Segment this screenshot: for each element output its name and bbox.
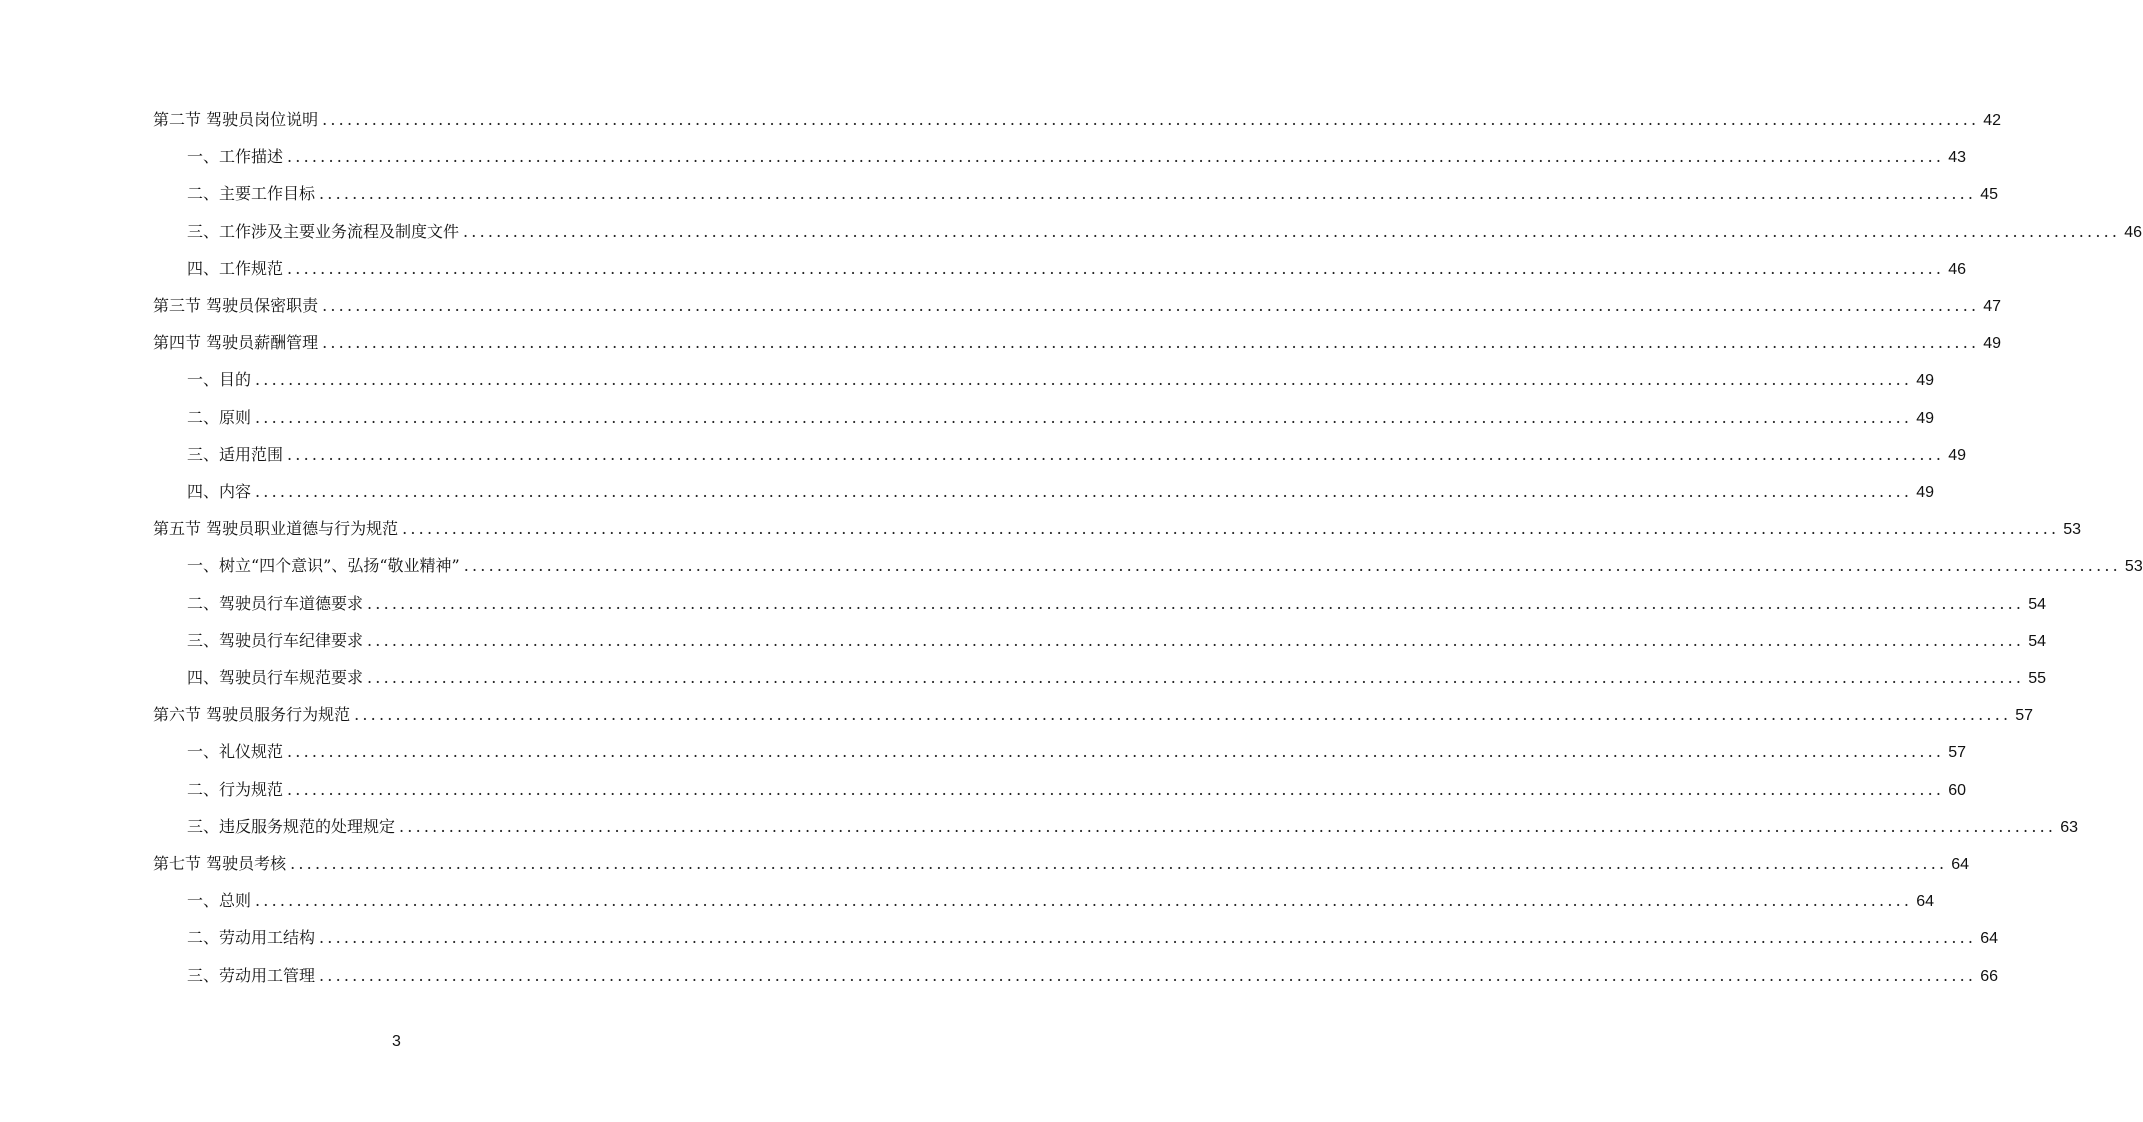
toc-dot-leader: ........................................................................................................................................................................................................ [399, 816, 2057, 836]
page-number: 3 [392, 1033, 401, 1050]
toc-entry-label: 一、目的 [187, 370, 252, 390]
toc-dot-leader: ........................................................................................................................................................................................................ [287, 147, 1945, 167]
toc-entry-label: 四、工作规范 [187, 258, 284, 278]
toc-entry-page: 49 [1916, 484, 1934, 501]
toc-entry-page: 49 [1916, 409, 1934, 427]
toc-entry-page: 42 [1983, 112, 2002, 129]
toc-entry-page: 57 [1948, 744, 1966, 762]
toc-entry-label: 三、驾驶员行车纪律要求 [187, 630, 364, 650]
toc-dot-leader: ........................................................................................................................................................................................................ [319, 965, 1977, 985]
toc-entry-page: 49 [1916, 372, 1934, 390]
toc-entry[interactable] [187, 771, 1966, 808]
toc-dot-leader: ........................................................................................................................................................................................................ [287, 444, 1945, 464]
toc-dot-leader: ........................................................................................................................................................................................................ [322, 110, 1980, 129]
toc-entry-page: 54 [2028, 595, 2046, 613]
toc-entry[interactable] [187, 882, 1934, 919]
toc-entry[interactable] [187, 585, 2046, 622]
toc-entry-label: 二、主要工作目标 [187, 184, 316, 204]
toc-entry-page: 55 [2028, 670, 2046, 687]
toc-dot-leader: ........................................................................................................................................................................................................ [367, 668, 2025, 687]
toc-entry-label: 第五节 驾驶员职业道德与行为规范 [153, 519, 399, 539]
toc-dot-leader: ........................................................................................................................................................................................................ [287, 742, 1945, 762]
toc-entry-page: 46 [2124, 223, 2142, 241]
toc-dot-leader: ........................................................................................................................................................................................................ [322, 296, 1980, 315]
toc-dot-leader: ........................................................................................................................................................................................................ [287, 779, 1945, 799]
toc-entry[interactable] [187, 808, 2078, 845]
toc-entry[interactable] [187, 473, 1934, 510]
toc-entry-page: 45 [1980, 186, 1998, 204]
toc-entry[interactable] [187, 138, 1966, 175]
toc-entry-label: 一、总则 [187, 891, 252, 911]
toc-entry[interactable] [187, 175, 1998, 212]
toc-dot-leader: ........................................................................................................................................................................................................ [255, 891, 1913, 911]
toc-entry-page: 57 [2015, 707, 2034, 725]
toc-entry-page: 64 [1980, 930, 1998, 948]
toc-dot-leader: ........................................................................................................................................................................................................ [290, 854, 1948, 873]
toc-entry-label: 二、原则 [187, 407, 252, 427]
toc-entry-page: 64 [1951, 856, 1970, 873]
toc-dot-leader: ........................................................................................................................................................................................................ [463, 221, 2121, 241]
toc-dot-leader: ........................................................................................................................................................................................................ [319, 928, 1977, 948]
toc-dot-leader: ........................................................................................................................................................................................................ [367, 630, 2025, 650]
toc-entry[interactable] [187, 250, 1966, 287]
toc-entry[interactable] [187, 547, 2143, 584]
toc-entry-label: 三、违反服务规范的处理规定 [187, 816, 396, 836]
toc-entry-label: 第二节 驾驶员岗位说明 [153, 110, 319, 129]
toc-entry-label: 三、劳动用工管理 [187, 965, 316, 985]
toc-entry-label: 三、工作涉及主要业务流程及制度文件 [187, 221, 460, 241]
toc-entry-page: 43 [1948, 149, 1966, 167]
toc-entry[interactable] [153, 696, 2034, 733]
toc-dot-leader: ........................................................................................................................................................................................................ [287, 258, 1945, 278]
toc-entry[interactable] [187, 957, 1998, 994]
toc-entry[interactable] [187, 436, 1966, 473]
toc-entry[interactable] [187, 361, 1934, 398]
toc-dot-leader: ........................................................................................................................................................................................................ [255, 407, 1913, 427]
toc-dot-leader: ........................................................................................................................................................................................................ [255, 370, 1913, 390]
toc-entry[interactable] [153, 287, 2002, 324]
toc-entry[interactable] [153, 324, 2002, 361]
toc-entry-page: 53 [2124, 558, 2143, 576]
toc-entry[interactable] [187, 733, 1966, 770]
toc-dot-leader: ........................................................................................................................................................................................................ [354, 705, 2012, 725]
toc-dot-leader: ........................................................................................................................................................................................................ [402, 519, 2060, 539]
toc-entry[interactable] [187, 399, 1934, 436]
toc-dot-leader: ........................................................................................................................................................................................................ [255, 482, 1913, 501]
toc-dot-leader: ........................................................................................................................................................................................................ [319, 184, 1977, 204]
toc-entry-page: 54 [2028, 632, 2046, 650]
toc-entry-label: 一、礼仪规范 [187, 742, 284, 762]
toc-entry-label: 二、劳动用工结构 [187, 928, 316, 948]
toc-entry-label: 一、树立“四个意识”、弘扬“敬业精神” [187, 556, 460, 576]
toc-entry-label: 四、内容 [187, 482, 252, 501]
toc-entry-page: 53 [2063, 521, 2082, 539]
toc-entry-label: 第四节 驾驶员薪酬管理 [153, 333, 319, 353]
toc-entry[interactable] [153, 101, 2002, 138]
toc-entry-label: 二、行为规范 [187, 779, 284, 799]
toc-entry[interactable] [187, 622, 2046, 659]
toc-entry-page: 64 [1916, 893, 1934, 911]
toc-entry-page: 49 [1983, 335, 2002, 353]
toc-entry-label: 一、工作描述 [187, 147, 284, 167]
toc-entry-page: 49 [1948, 446, 1966, 464]
toc-entry-label: 第三节 驾驶员保密职责 [153, 296, 319, 315]
toc-entry-page: 46 [1948, 260, 1966, 278]
toc-entry[interactable] [187, 919, 1998, 956]
toc-dot-leader: ........................................................................................................................................................................................................ [322, 333, 1980, 353]
toc-entry-page: 66 [1980, 967, 1998, 985]
toc-dot-leader: ........................................................................................................................................................................................................ [367, 593, 2025, 613]
toc-entry[interactable] [187, 213, 2142, 250]
toc-entry-label: 二、驾驶员行车道德要求 [187, 593, 364, 613]
toc-entry[interactable] [187, 659, 2046, 696]
toc-entry-label: 第七节 驾驶员考核 [153, 854, 287, 873]
toc-entry[interactable] [153, 845, 1970, 882]
toc-dot-leader: ........................................................................................................................................................................................................ [463, 556, 2121, 576]
toc-entry-label: 四、驾驶员行车规范要求 [187, 668, 364, 687]
toc-entry-page: 60 [1948, 781, 1966, 799]
toc-entry-page: 63 [2060, 818, 2078, 836]
toc-entry[interactable] [153, 510, 2082, 547]
toc-entry-label: 第六节 驾驶员服务行为规范 [153, 705, 351, 725]
toc-entry-label: 三、适用范围 [187, 444, 284, 464]
toc-entry-page: 47 [1983, 298, 2002, 315]
